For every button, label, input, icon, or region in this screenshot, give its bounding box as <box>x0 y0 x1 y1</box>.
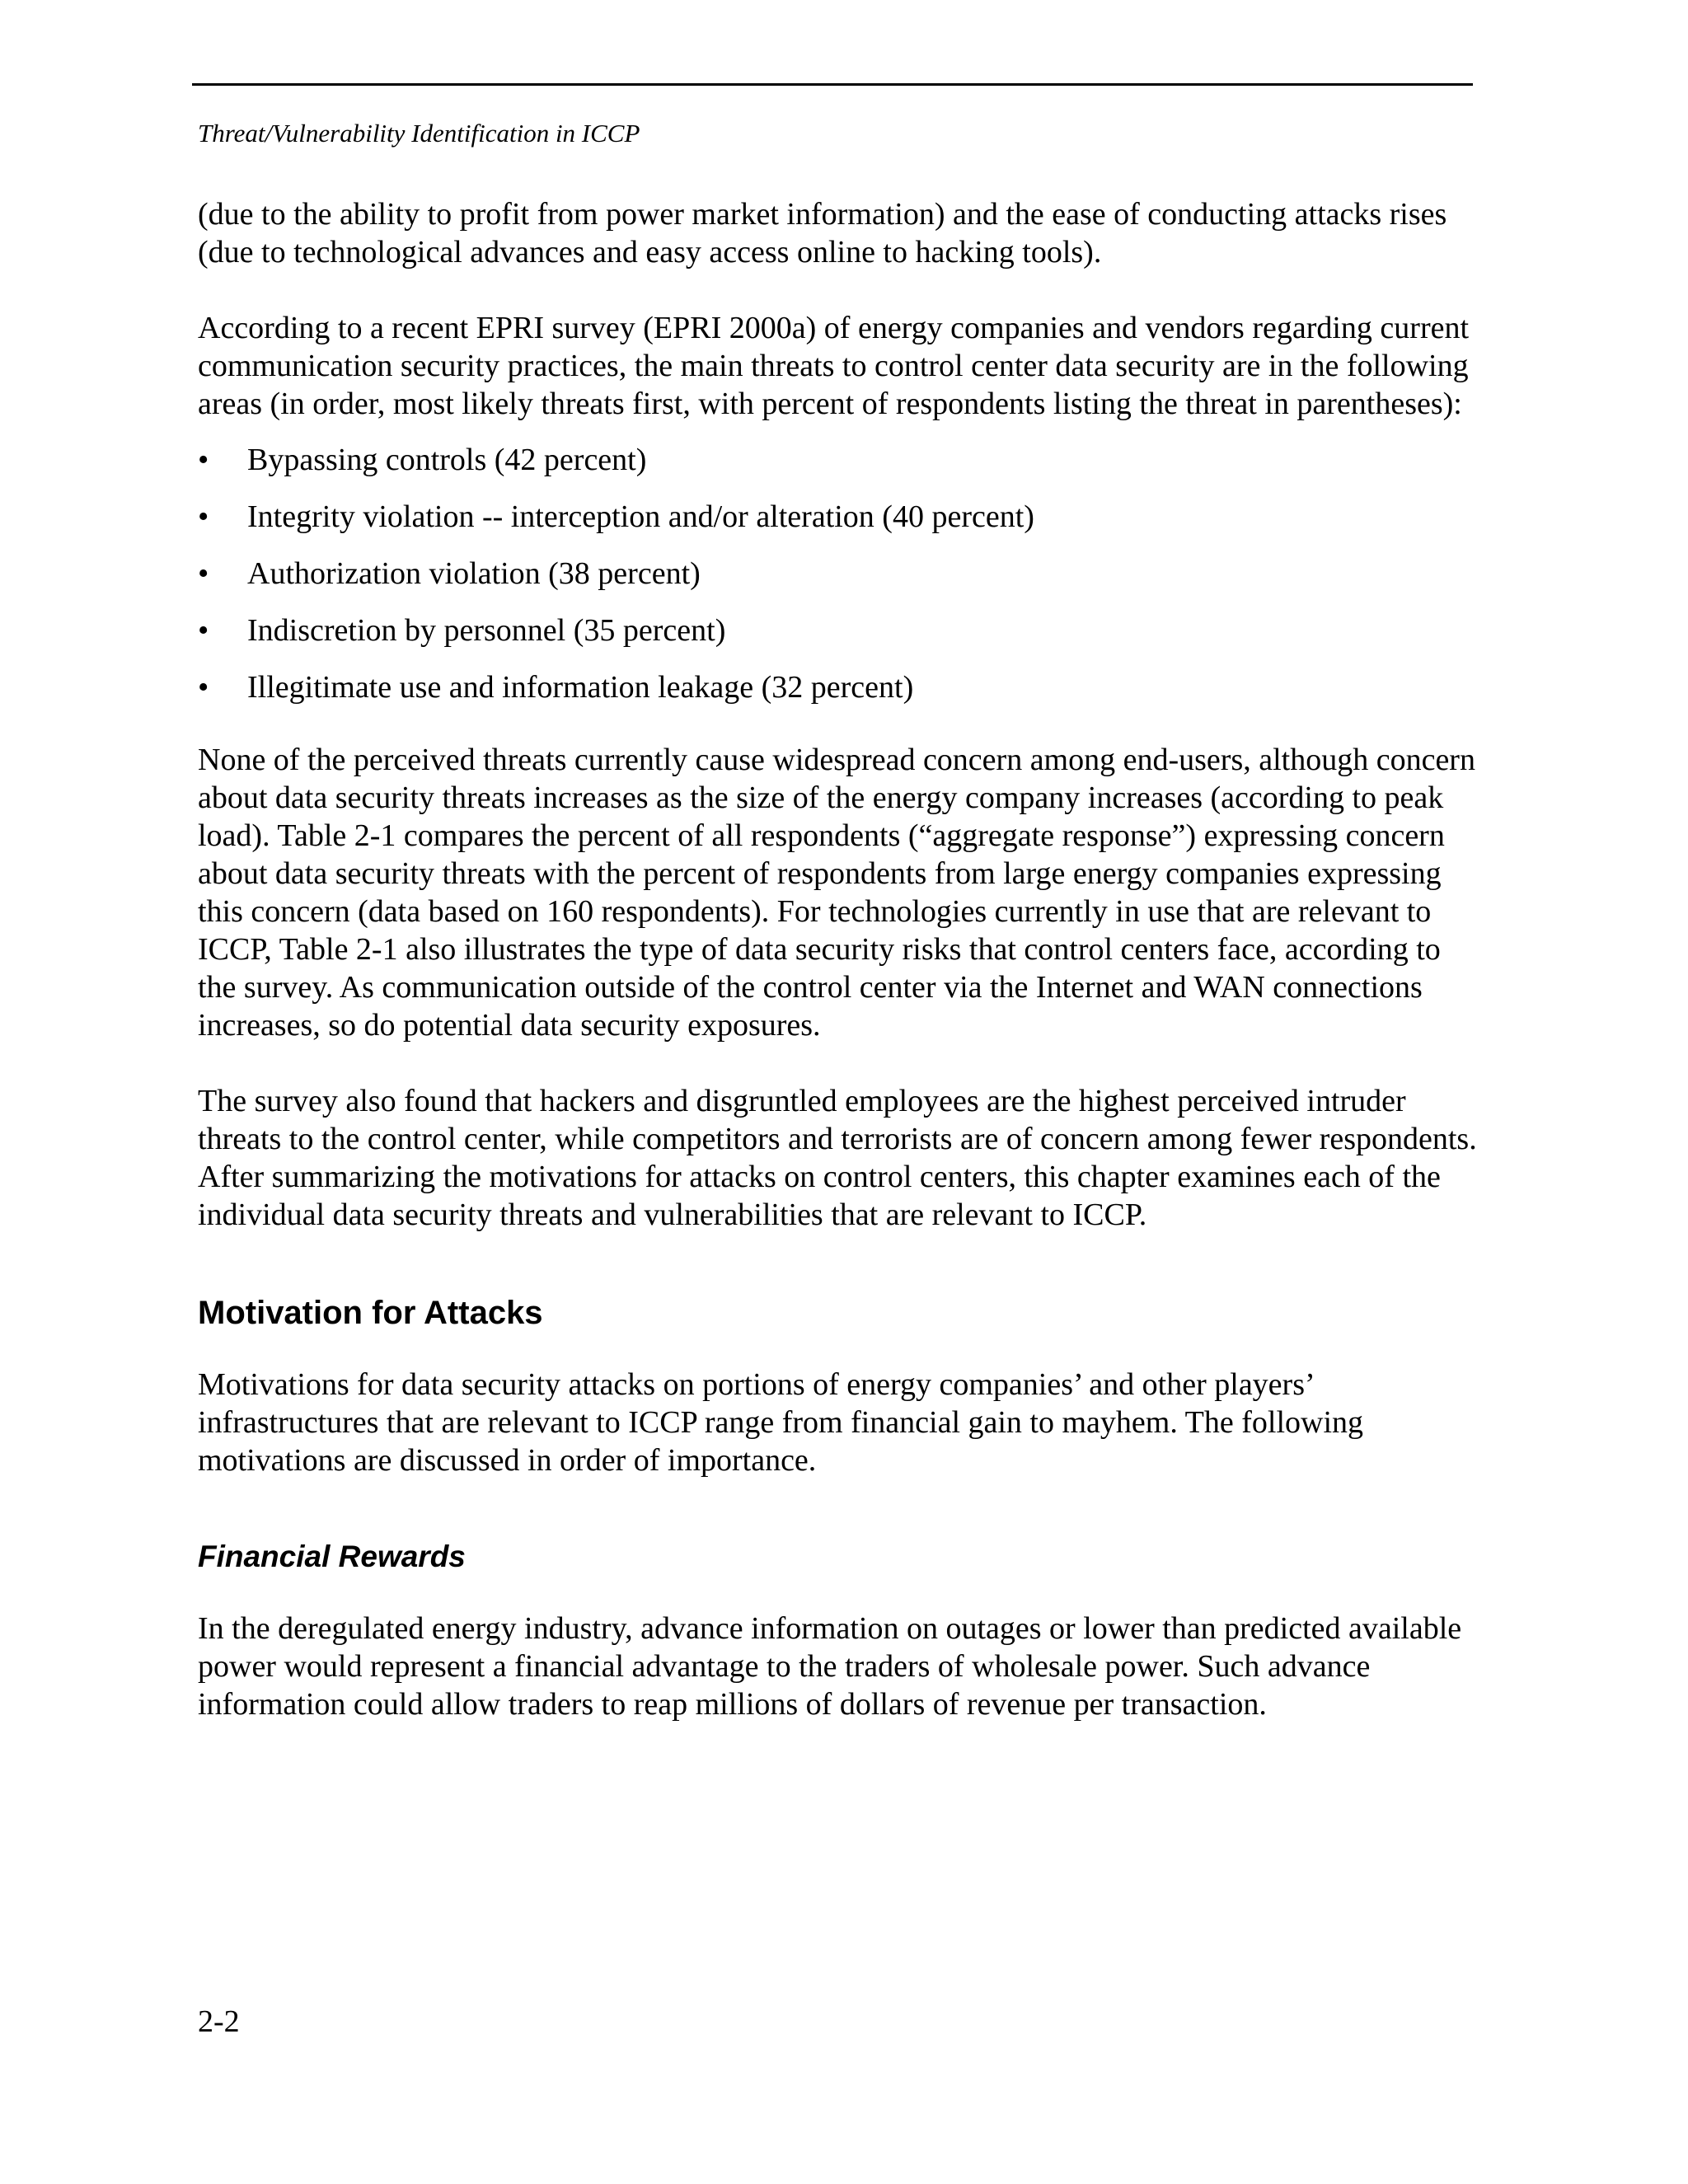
list-item <box>198 441 1484 479</box>
bullet-icon: • <box>198 443 209 477</box>
threat-text: Bypassing controls (42 percent) <box>247 443 647 477</box>
subsection-heading-financial-rewards: Financial Rewards <box>198 1540 466 1573</box>
section-heading-motivation: Motivation for Attacks <box>198 1295 543 1331</box>
bullet-icon: • <box>198 556 209 591</box>
threat-text: Illegitimate use and information leakage (32 percent) <box>247 670 914 705</box>
bullet-icon: • <box>198 613 209 648</box>
page-body <box>198 195 1484 1723</box>
paragraph-motivations: Motivations for data security attacks on portions of energy companies’ and other players’ infrastructures that are relevant to ICCP range from financial gain to mayhem. The following motivations are discussed in order of importance. <box>198 1367 1363 1478</box>
threat-text: Indiscretion by personnel (35 percent) <box>247 613 726 648</box>
list-item <box>198 612 1484 649</box>
list-item <box>198 555 1484 593</box>
running-header-title: Threat/Vulnerability Identification in ICCP <box>198 119 640 148</box>
bullet-icon: • <box>198 499 209 534</box>
page-number: 2-2 <box>198 2004 240 2039</box>
bullet-icon: • <box>198 670 209 705</box>
list-item <box>198 668 1484 706</box>
paragraph-perceived-threats: None of the perceived threats currently cause widespread concern among end-users, although concern about data security threats increases as the size of the energy company increases (according to peak load). Table 2-1 compares the percent of all respondents (“aggregate response”) expressing concern about data security threats with the percent of respondents from large energy companies expressing this concern (data based on 160 respondents). For technologies currently in use that are relevant to ICCP, Table 2-1 also illustrates the type of data security risks that control centers face, according to the survey. As communication outside of the control center via the Internet and WAN connections increases, so do potential data security exposures. <box>198 743 1475 1043</box>
threat-text: Integrity violation -- interception and/or alteration (40 percent) <box>247 499 1034 534</box>
threat-text: Authorization violation (38 percent) <box>247 556 701 591</box>
threat-list <box>198 441 1484 706</box>
paragraph-financial-rewards: In the deregulated energy industry, advance information on outages or lower than predicted available power would represent a financial advantage to the traders of wholesale power. Such advance information could allow traders to reap millions of dollars of revenue per transaction. <box>198 1611 1462 1722</box>
header-rule <box>192 83 1473 86</box>
paragraph-intro-continuation: (due to the ability to profit from power market information) and the ease of conducting attacks rises (due to technological advances and easy access online to hacking tools). <box>198 197 1447 269</box>
list-item <box>198 498 1484 536</box>
paragraph-survey-findings: The survey also found that hackers and disgruntled employees are the highest perceived intruder threats to the control center, while competitors and terrorists are of concern among fewer respondents. After summarizing the motivations for attacks on control centers, this chapter examines each of the individual data security threats and vulnerabilities that are relevant to ICCP. <box>198 1084 1477 1232</box>
paragraph-epri-survey: According to a recent EPRI survey (EPRI 2000a) of energy companies and vendors regarding current communication security practices, the main threats to control center data security are in the following areas (in order, most likely threats first, with percent of respondents listing the threat in parentheses): <box>198 311 1470 421</box>
